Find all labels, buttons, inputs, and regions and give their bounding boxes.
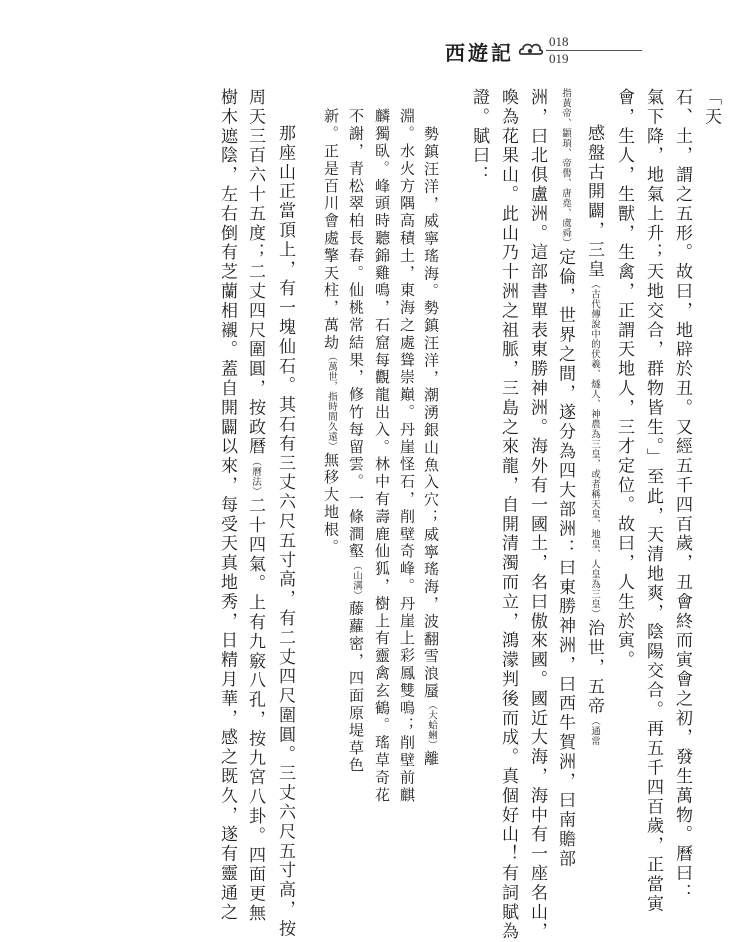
book-title: 西遊記	[445, 41, 514, 65]
annotation-note: （通常	[589, 716, 600, 747]
text-column	[696, 88, 725, 713]
text-column	[551, 88, 580, 869]
page-header	[0, 0, 750, 80]
text-column	[609, 88, 638, 713]
annotation-note: （大蛤蜊）	[426, 700, 437, 751]
text-run: 氣下降，地氣上升；天地交合，群物皆生。」至此，天清地爽，陰陽交合。再五千四百歲，正當寅	[643, 88, 663, 914]
text-column	[270, 88, 299, 939]
text-run: 石、土，謂之五形。故曰，地辟於丑。又經五千四百歲，丑會終而寅會之初，發生萬物。曆曰：	[672, 88, 692, 903]
text-run: 喚為花果山。此山乃十洲之祖脈，三島之來龍，自開清濁而立，鴻濛判後而成。真個好山！有詞賦為	[498, 88, 518, 942]
text-column	[241, 88, 270, 924]
text-column	[522, 88, 551, 942]
poem-line	[319, 88, 344, 713]
text-run: 藤蘿密，四面原堤草色	[347, 600, 365, 775]
text-run: 新。正是百川會處擎天柱，萬劫	[322, 108, 340, 352]
annotation-note: （古代傳說中的伏羲、燧人、神農為三皇，或者稱天皇、地皇、人皇為三皇）	[589, 279, 600, 620]
text-run: 周天三百六十五度；二丈四尺圍圓，按政曆	[245, 88, 265, 457]
poem-line	[419, 88, 444, 768]
text-run: 會，生人，生獸，生禽，正謂天地人，三才定位。故曰，人生於寅。	[614, 88, 634, 670]
text-run: 定倫，世界之間，遂分為四大部洲：曰東勝神洲，曰西牛賀洲，曰南贍部	[555, 248, 575, 869]
poem-line	[344, 88, 369, 775]
section-gap	[299, 88, 319, 713]
text-run: 洲，曰北俱盧洲。這部書單表東勝神洲。海外有一國土，名曰傲來國。國近大海，海中有一座名山，	[527, 88, 547, 942]
header-divider	[546, 50, 642, 51]
page-number-left: 018	[549, 34, 569, 49]
text-column	[580, 88, 609, 747]
text-run: 那座山正當頂上，有一塊仙石。其石有三丈六尺五寸高，有二丈四尺圍圓。三丈六尺五寸高，按	[275, 124, 295, 939]
cloud-logo-icon	[518, 38, 544, 60]
text-run: 二十四氣。上有九竅八孔，按九宮八卦。四面更無	[245, 496, 265, 924]
text-column	[464, 88, 493, 713]
text-run: 「天	[701, 88, 721, 127]
text-run: 麟獨臥。峰頭時聽錦雞鳴，石窟每觀龍出入。林中有壽鹿仙狐，樹上有靈禽玄鶴。瑤草奇花	[373, 108, 391, 804]
text-run: 勢鎮汪洋，威寧瑤海。勢鎮汪洋，潮湧銀山魚入穴；威寧瑤海，波翻雪浪蜃	[422, 126, 440, 701]
text-run: 感盤古開闢，三皇	[584, 124, 604, 280]
annotation-note: （曆法）	[250, 456, 261, 497]
text-run: 證。賦曰：	[469, 88, 489, 185]
text-column	[667, 88, 696, 903]
annotation-note: 指黃帝、顓頊、帝嚳、唐堯、虞舜）	[560, 88, 571, 248]
body-text	[185, 88, 725, 942]
poem-line	[369, 88, 394, 804]
text-column	[638, 88, 667, 914]
text-run: 離	[422, 750, 440, 768]
text-run: 淵。水火方隅高積土，東海之處聳崇巔。丹崖怪石，削壁奇峰。丹崖上彩鳳雙鳴；削壁前麒	[398, 108, 416, 804]
annotation-note: （萬世，指時間久遠）	[326, 351, 337, 452]
text-run: 不謝，青松翠柏長春。仙桃常結果，修竹每留雲。一條澗壑	[347, 108, 365, 561]
section-gap	[444, 88, 464, 713]
text-run: 治世，五帝	[584, 619, 604, 717]
text-run: 樹木遮陰，左右倒有芝蘭相襯。蓋自開闢以來，每受天真地秀，日精月華，感之既久，遂有靈通之	[217, 88, 237, 923]
annotation-note: （山溝）	[351, 560, 362, 601]
page-number-right: 019	[549, 51, 569, 66]
text-run: 無移大地根。	[322, 451, 340, 557]
text-column	[212, 88, 241, 923]
poem-line	[394, 88, 419, 804]
text-column	[493, 88, 522, 942]
